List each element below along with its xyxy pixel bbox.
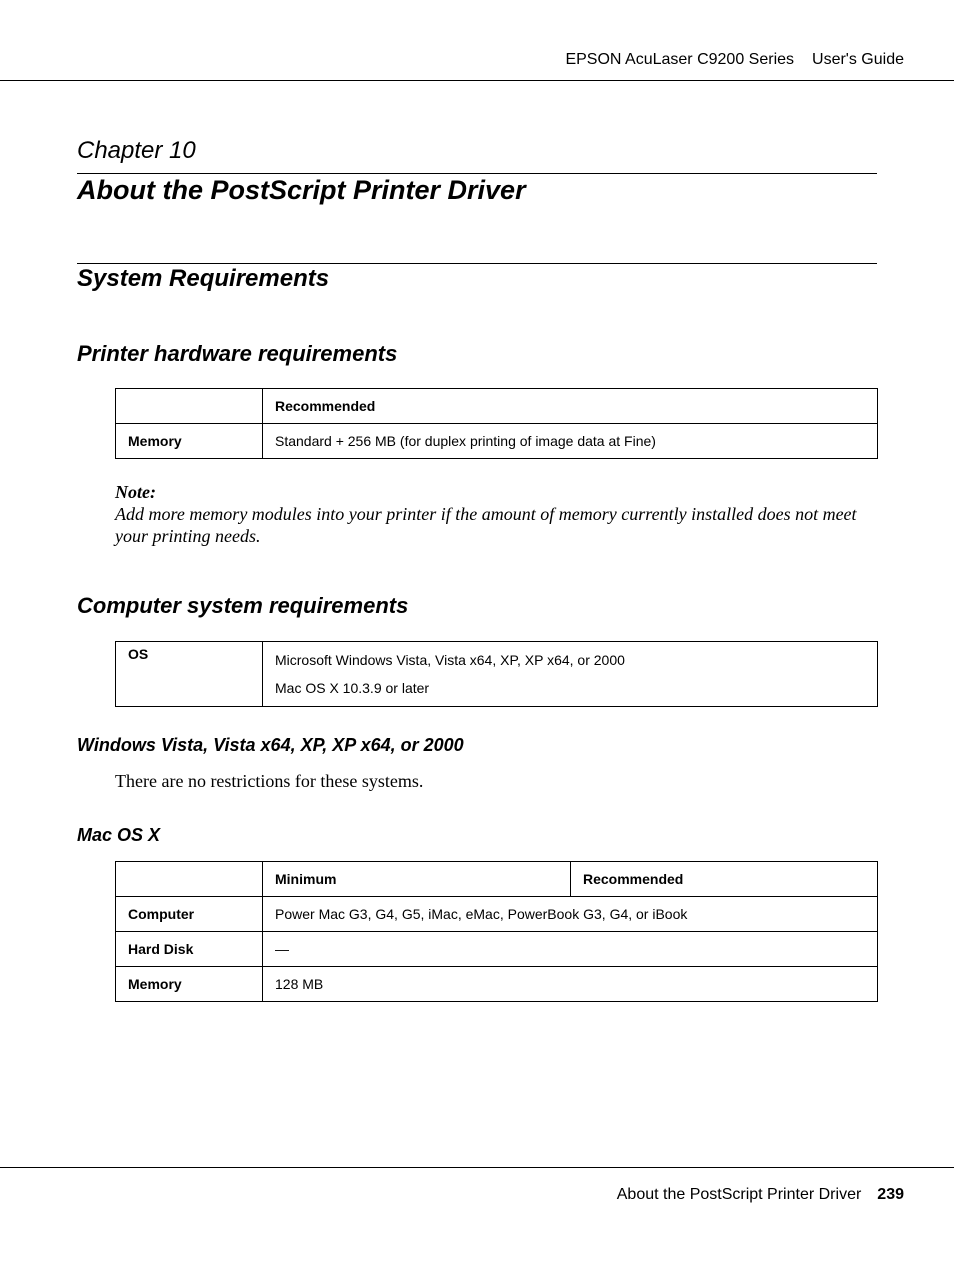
table-row — [116, 424, 878, 459]
os-line: Mac OS X 10.3.9 or later — [275, 680, 430, 696]
table-header-cell — [116, 862, 263, 897]
subheading-computer-system: Computer system requirements — [77, 593, 409, 618]
subheading-mac: Mac OS X — [77, 825, 161, 845]
row-label: OS — [116, 642, 263, 707]
chapter-label: Chapter 10 — [77, 137, 196, 164]
table-header-cell — [116, 389, 263, 424]
table-row — [116, 932, 878, 967]
mac-requirements-table — [115, 861, 878, 1002]
row-label: Memory — [116, 967, 263, 1002]
row-value: 128 MB — [263, 967, 878, 1002]
chapter-title: About the PostScript Printer Driver — [77, 175, 526, 205]
subheading-printer-hardware: Printer hardware requirements — [77, 341, 398, 366]
computer-system-table — [115, 641, 878, 707]
table-header-row — [116, 862, 878, 897]
row-value: Standard + 256 MB (for duplex printing of image data at Fine) — [263, 424, 878, 459]
running-header — [565, 51, 904, 69]
table-header-cell: Minimum — [263, 862, 571, 897]
footer-title: About the PostScript Printer Driver — [616, 1186, 862, 1203]
table-header-cell: Recommended — [263, 389, 878, 424]
table-header-row — [116, 389, 878, 424]
page-number: 239 — [877, 1186, 904, 1203]
subheading-windows: Windows Vista, Vista x64, XP, XP x64, or 2000 — [77, 735, 464, 755]
row-label: Memory — [116, 424, 263, 459]
row-label: Hard Disk — [116, 932, 263, 967]
row-label: Computer — [116, 897, 263, 932]
table-row — [116, 642, 878, 707]
table-row — [116, 897, 878, 932]
table-header-cell: Recommended — [571, 862, 878, 897]
table-row — [116, 967, 878, 1002]
section-rule — [77, 263, 877, 264]
note-title: Note: — [115, 482, 156, 502]
header-guide: User's Guide — [812, 51, 904, 68]
footer-rule — [0, 1167, 954, 1168]
note-block — [115, 481, 875, 547]
header-rule — [0, 80, 954, 81]
note-body: Add more memory modules into your printer if the amount of memory currently installed does not meet your printing needs. — [115, 504, 857, 546]
row-value: — — [263, 932, 878, 967]
header-product: EPSON AcuLaser C9200 Series — [565, 51, 795, 68]
row-value — [263, 642, 878, 707]
section-heading-system-requirements: System Requirements — [77, 265, 330, 292]
running-footer — [617, 1186, 904, 1204]
row-value: Power Mac G3, G4, G5, iMac, eMac, PowerBook G3, G4, or iBook — [263, 897, 878, 932]
printer-hardware-table — [115, 388, 878, 459]
chapter-rule — [77, 173, 877, 174]
os-line: Microsoft Windows Vista, Vista x64, XP, XP x64, or 2000 — [275, 652, 625, 668]
windows-text: There are no restrictions for these systems. — [115, 771, 424, 791]
